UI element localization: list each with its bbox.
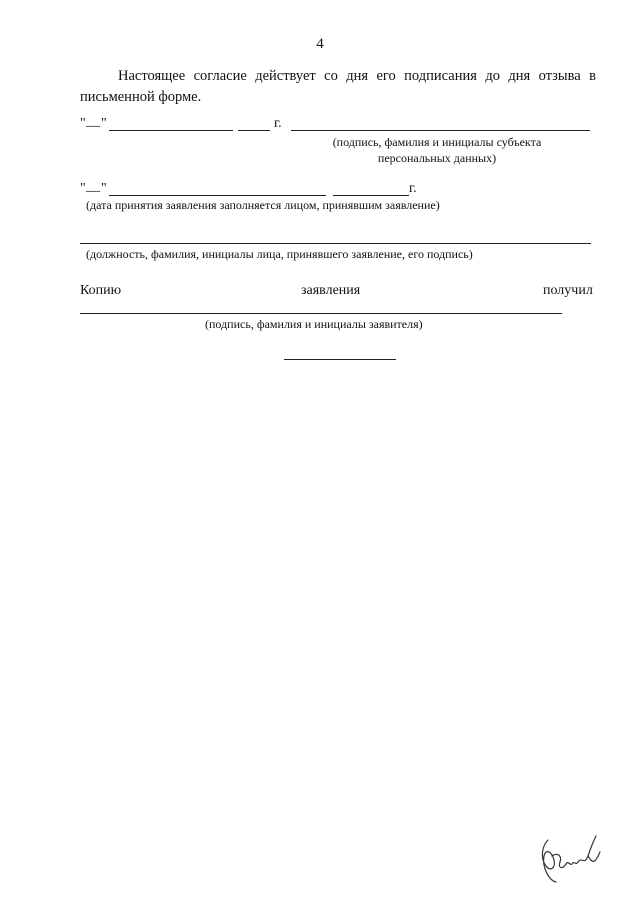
- accept-year-suffix: г.: [409, 181, 417, 196]
- acceptor-caption: (должность, фамилия, инициалы лица, принявшего заявление, его подпись): [86, 247, 473, 261]
- copy-word: Копию: [80, 283, 122, 298]
- accept-date-year-line: [333, 195, 409, 196]
- page-number: 4: [316, 36, 324, 52]
- accept-date-day-field: __: [86, 179, 100, 194]
- date-year-line: [238, 130, 270, 131]
- applicant-signature-line: [80, 313, 562, 314]
- consent-paragraph-text: Настоящее согласие действует со дня его подписания до дня отзыва в письменной форме.: [80, 68, 596, 105]
- accept-date-open-quote: ": [80, 181, 86, 196]
- end-of-document-line: [284, 359, 396, 360]
- acceptor-line: [80, 243, 591, 244]
- date-open-quote: ": [80, 116, 86, 131]
- consent-paragraph: [80, 66, 596, 108]
- year-suffix: г.: [274, 116, 282, 131]
- date-close-quote: ": [101, 116, 107, 131]
- date-day-field: __: [86, 114, 100, 129]
- date-month-line: [109, 130, 233, 131]
- applicant-signature-caption: (подпись, фамилия и инициалы заявителя): [205, 317, 423, 331]
- handwritten-signature: [536, 826, 606, 886]
- accept-date-month-line: [109, 195, 326, 196]
- subject-signature-caption: (подпись, фамилия и инициалы субъекта персональных данных): [332, 135, 542, 165]
- acceptance-date-caption: (дата принятия заявления заполняется лицом, принявшим заявление): [86, 198, 440, 212]
- application-word: заявления: [301, 283, 361, 298]
- accept-date-close-quote: ": [101, 181, 107, 196]
- subject-signature-line: [291, 130, 590, 131]
- received-word: получил: [543, 283, 593, 298]
